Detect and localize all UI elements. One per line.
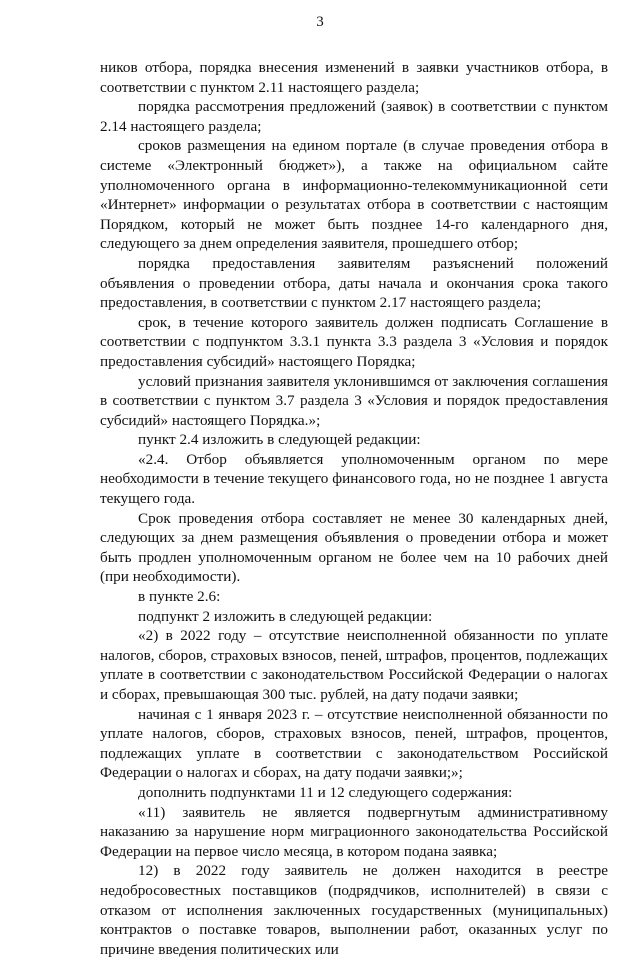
paragraph: пункт 2.4 изложить в следующей редакции:	[138, 431, 421, 449]
paragraph: подпункт 2 изложить в следующей редакции:	[138, 607, 433, 625]
paragraph: ников отбора, порядка внесения изменений в заявки участников отбора, в соответствии с пунктом 2.11 настоящего раздела;	[100, 59, 608, 96]
paragraph: сроков размещения на едином портале (в случае проведения отбора в системе «Электронный бюджет»), а также на официальном сайте уполномоченного органа в информационно-телекоммуникационной сети «Интернет» информации о результатах отбора в соответствии с настоящим Порядком, который не может быть позднее 14-го календарного дня, следующего за днем определения заявителя, прошедшего отбор;	[100, 137, 608, 253]
paragraph: «11) заявитель не является подвергнутым административному наказанию за нарушение норм миграционного законодательства Российской Федерации на первое число месяца, в котором подана заявка;	[100, 803, 608, 860]
paragraph: дополнить подпунктами 11 и 12 следующего содержания:	[138, 783, 513, 801]
document-body	[100, 58, 608, 959]
paragraph: начиная с 1 января 2023 г. – отсутствие неисполненной обязанности по уплате налогов, сборов, страховых взносов, пеней, штрафов, процентов, подлежащих уплате в соответствии с законодательством Российской Федерации о налогах и сборах, на дату подачи заявки;»;	[100, 705, 608, 782]
paragraph: порядка рассмотрения предложений (заявок) в соответствии с пунктом 2.14 настоящего раздела;	[100, 98, 608, 135]
page-number: 3	[316, 14, 324, 30]
paragraph: «2) в 2022 году – отсутствие неисполненной обязанности по уплате налогов, сборов, страховых взносов, пеней, штрафов, процентов, подлежащих уплате в соответствии с законодательством Российской Федерации о налогах и сборах, превышающая 300 тыс. рублей, на дату подачи заявки;	[100, 627, 608, 703]
paragraph: порядка предоставления заявителям разъяснений положений объявления о проведении отбора, даты начала и окончания срока такого предоставления, в соответствии с пунктом 2.17 настоящего раздела;	[100, 254, 608, 312]
paragraph: срок, в течение которого заявитель должен подписать Соглашение в соответствии с подпунктом 3.3.1 пункта 3.3 раздела 3 «Условия и порядок предоставления субсидий» настоящего Порядка;	[100, 313, 608, 370]
paragraph: условий признания заявителя уклонившимся от заключения соглашения в соответствии с пунктом 3.7 раздела 3 «Условия и порядок предоставления субсидий» настоящего Порядка.»;	[100, 372, 608, 429]
paragraph: 12) в 2022 году заявитель не должен находится в реестре недобросовестных поставщиков (подрядчиков, исполнителей) в связи с отказом от исполнения заключенных государственных (муниципальных) контрактов о поставке товаров, выполнении работ, оказанных услуг по причине введения политических или	[100, 862, 608, 958]
paragraph: «2.4. Отбор объявляется уполномоченным органом по мере необходимости в течение текущего финансового года, но не позднее 1 августа текущего года.	[100, 450, 608, 508]
paragraph: Срок проведения отбора составляет не менее 30 календарных дней, следующих за днем размещения объявления о проведении отбора и может быть продлен уполномоченным органом не более чем на 10 рабочих дней (при необходимости).	[100, 509, 608, 586]
paragraph: в пункте 2.6:	[138, 588, 221, 606]
